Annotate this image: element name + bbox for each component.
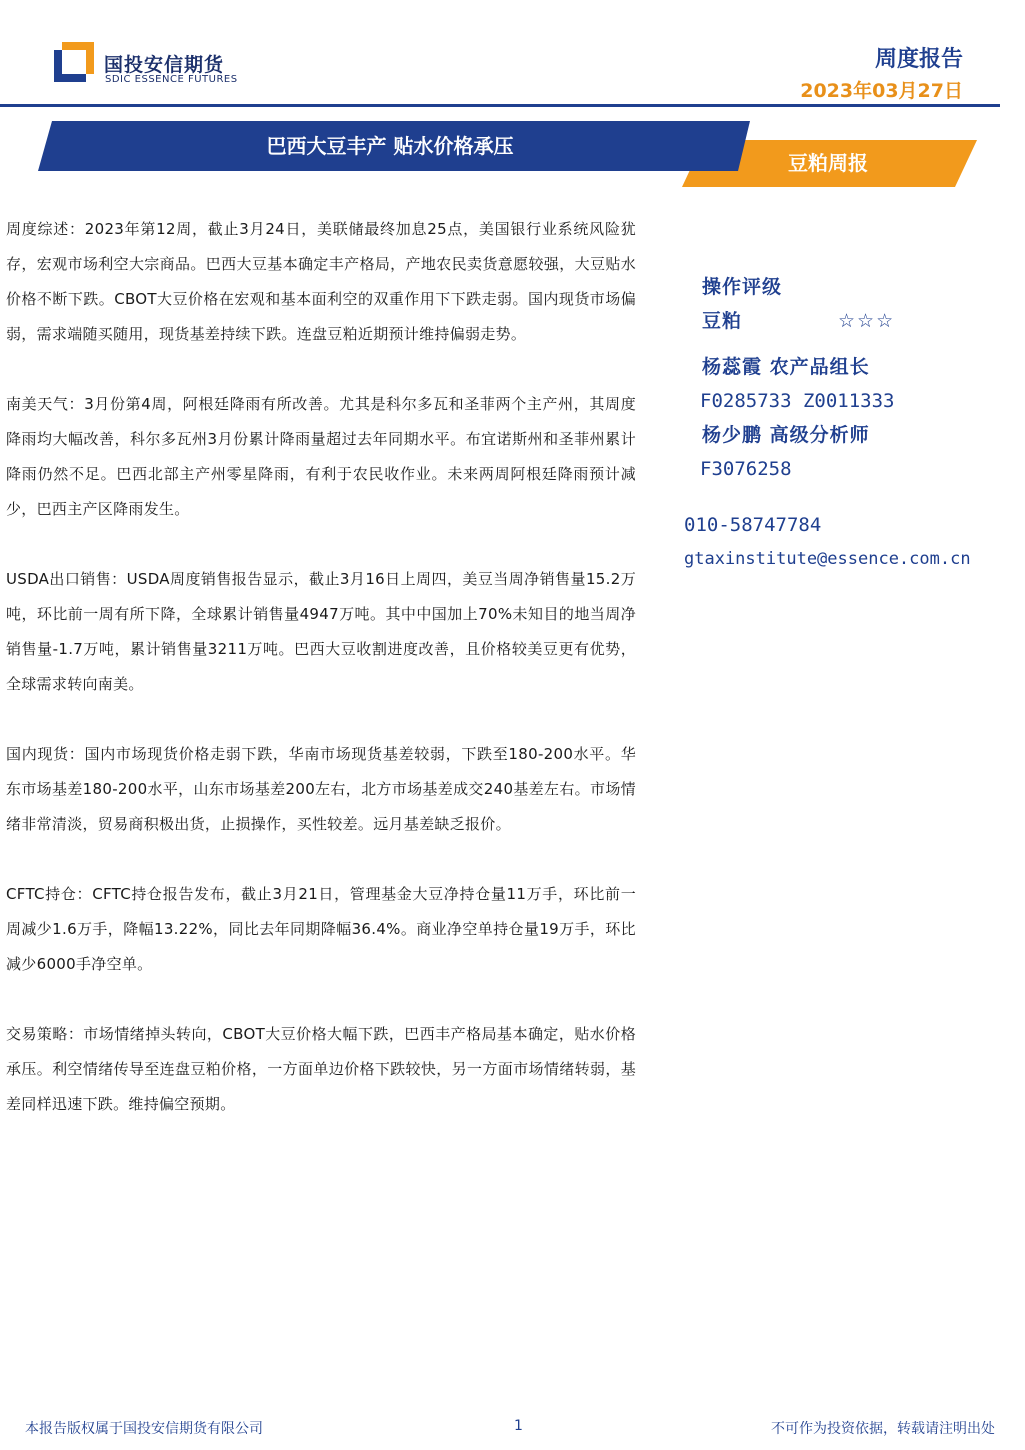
- section-trading-strategy: 交易策略：市场情绪掉头转向，CBOT大豆价格大幅下跌，巴西丰产格局基本确定，贴水价格承压。利空情绪传导至连盘豆粕价格，一方面单边价格下跌较快，另一方面市场情绪转弱，基差同样迅速下跌。维持偏空预期。: [6, 1025, 636, 1113]
- header-divider: [0, 104, 1000, 107]
- analyst-2-name: 杨少鹏 高级分析师: [702, 424, 870, 446]
- section-cftc-positions: CFTC持仓：CFTC持仓报告发布，截止3月21日，管理基金大豆净持仓量11万手，环比前一周减少1.6万手，降幅13.22%，同比去年同期降幅36.4%。商业净空单持仓量19万手，环比减少6000手净空单。: [6, 885, 636, 973]
- rating-stars-icon: ☆☆☆: [838, 310, 896, 332]
- sidebar: [684, 270, 1014, 576]
- analyst-1-name: 杨蕊霞 农产品组长: [702, 356, 870, 378]
- report-date: 2023年03月27日: [800, 80, 963, 102]
- section-usda-export-sales: USDA出口销售：USDA周度销售报告显示，截止3月16日上周四，美豆当周净销售量15.2万吨，环比前一周有所下降，全球累计销售量4947万吨。其中中国加上70%未知目的地当周净销售量-1.7万吨，累计销售量3211万吨。巴西大豆收割进度改善，且价格较美豆更有优势，全球需求转向南美。: [6, 570, 636, 693]
- section-weekly-summary: 周度综述：2023年第12周，截止3月24日，美联储最终加息25点，美国银行业系统风险犹存，宏观市场利空大宗商品。巴西大豆基本确定丰产格局，产地农民卖货意愿较强，大豆贴水价格不断下跌。CBOT大豆价格在宏观和基本面利空的双重作用下下跌走弱。国内现货市场偏弱，需求端随买随用，现货基差持续下跌。连盘豆粕近期预计维持偏弱走势。: [6, 220, 636, 343]
- report-title: 巴西大豆丰产 贴水价格承压: [266, 134, 514, 158]
- company-logo-icon: [54, 42, 94, 82]
- rating-row: [684, 304, 1014, 338]
- logo-name-cn: 国投安信期货: [104, 54, 225, 76]
- rating-item: 豆粕: [702, 310, 743, 332]
- rating-heading: 操作评级: [702, 276, 783, 298]
- analyst-2-license: F3076258: [700, 458, 792, 480]
- logo-name-en: SDIC ESSENCE FUTURES: [105, 74, 238, 85]
- report-type: 周度报告: [874, 47, 963, 72]
- report-tag: 豆粕周报: [788, 151, 868, 175]
- contact-phone: 010-58747784: [684, 514, 822, 536]
- footer-disclaimer: 不可作为投资依据，转载请注明出处: [771, 1421, 995, 1437]
- section-domestic-spot: 国内现货：国内市场现货价格走弱下跌，华南市场现货基差较弱，下跌至180-200水平。华东市场基差180-200水平，山东市场基差200左右，北方市场基差成交240基差左右。市场情绪非常清淡，贸易商积极出货，止损操作，买性较差。远月基差缺乏报价。: [6, 745, 636, 833]
- contact-email-link[interactable]: gtaxinstitute@essence.com.cn: [684, 549, 971, 569]
- page-number: 1: [514, 1418, 523, 1434]
- footer-copyright: 本报告版权属于国投安信期货有限公司: [25, 1421, 263, 1437]
- section-south-america-weather: 南美天气：3月份第4周，阿根廷降雨有所改善。尤其是科尔多瓦和圣菲两个主产州，其周度降雨均大幅改善，科尔多瓦州3月份累计降雨量超过去年同期水平。布宜诺斯州和圣菲州累计降雨仍然不足。巴西北部主产州零星降雨，有利于农民收作业。未来两周阿根廷降雨预计减少，巴西主产区降雨发生。: [6, 395, 636, 518]
- analyst-1-license: F0285733 Z0011333: [700, 390, 895, 412]
- report-body: [6, 212, 636, 1157]
